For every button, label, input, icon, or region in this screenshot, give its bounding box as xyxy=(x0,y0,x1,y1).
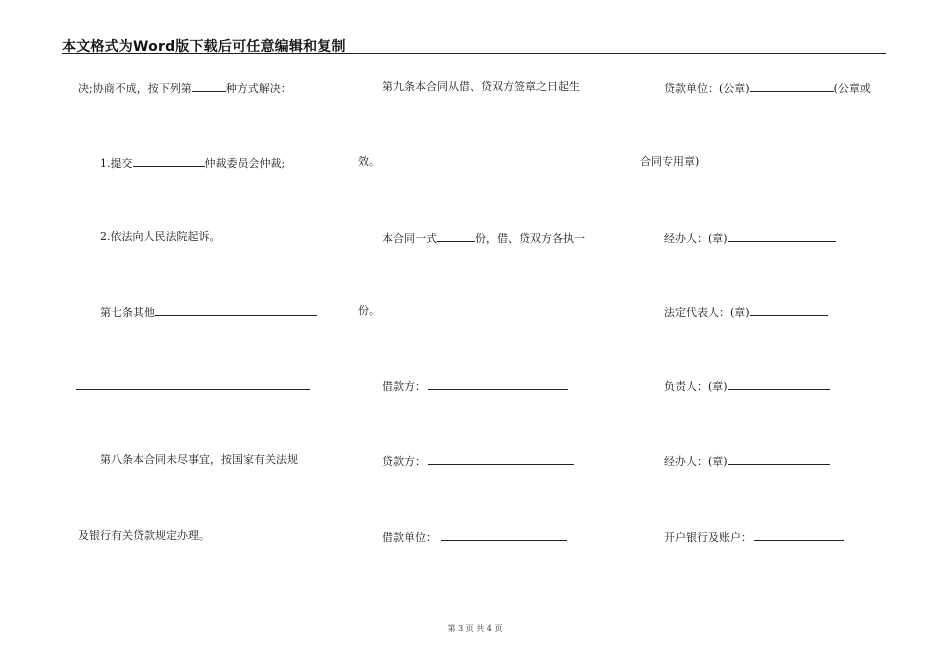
right-line-4-text: 法定代表人：(章) xyxy=(664,306,750,319)
middle-line-7-text: 借款单位： xyxy=(382,531,437,544)
left-line-4-text: 第七条其他 xyxy=(100,306,155,319)
fill-blank xyxy=(750,304,828,316)
left-line-2 xyxy=(100,155,285,171)
left-line-1-text-b: 种方式解决： xyxy=(225,82,292,95)
left-line-3: 2.依法向人民法院起诉。 xyxy=(100,230,221,243)
right-line-6-text: 经办人：(章) xyxy=(664,455,728,468)
fill-blank xyxy=(728,230,836,242)
right-line-7-text: 开户银行及账户： xyxy=(664,531,752,544)
left-line-6: 第八条本合同未尽事宜，按国家有关法规 xyxy=(100,453,298,466)
fill-blank xyxy=(750,80,834,92)
middle-line-5 xyxy=(382,378,568,394)
left-line-2-text-b: 仲裁委员会仲裁; xyxy=(204,157,286,170)
fill-blank xyxy=(428,453,574,465)
right-line-5 xyxy=(664,378,830,394)
fill-blank xyxy=(728,378,830,390)
header-divider xyxy=(62,53,886,54)
page-header-title: 本文格式为Word版下载后可任意编辑和复制 xyxy=(62,39,346,55)
middle-line-1: 第九条本合同从借、贷双方签章之日起生 xyxy=(382,80,580,93)
middle-line-7 xyxy=(382,529,567,545)
left-line-2-text-a: 1.提交 xyxy=(100,157,133,170)
left-line-1-text-a: 决;协商不成，按下列第 xyxy=(78,82,192,95)
middle-line-5-text: 借款方： xyxy=(382,380,426,393)
fill-blank xyxy=(428,378,568,390)
middle-line-3-text-b: 份，借、贷双方各执一 xyxy=(475,232,585,245)
right-line-3-text: 经办人：(章) xyxy=(664,232,728,245)
right-line-6 xyxy=(664,453,830,469)
fill-blank xyxy=(192,80,226,92)
middle-line-4: 份。 xyxy=(358,304,380,317)
right-line-5-text: 负责人：(章) xyxy=(664,380,728,393)
middle-line-6 xyxy=(382,453,574,469)
fill-blank xyxy=(155,304,317,316)
middle-line-6-text: 贷款方： xyxy=(382,455,426,468)
middle-line-3-text-a: 本合同一式 xyxy=(382,232,437,245)
left-line-5 xyxy=(76,378,310,394)
fill-blank xyxy=(133,155,205,167)
right-line-2: 合同专用章) xyxy=(640,155,700,168)
right-line-4 xyxy=(664,304,828,320)
right-line-1-text-b: (公章或 xyxy=(833,82,871,95)
fill-blank xyxy=(728,453,830,465)
right-line-7 xyxy=(664,529,844,545)
left-line-4 xyxy=(100,304,317,320)
fill-blank xyxy=(441,529,567,541)
fill-blank xyxy=(437,230,475,242)
left-line-7: 及银行有关贷款规定办理。 xyxy=(78,529,210,542)
right-line-1-text-a: 贷款单位：(公章) xyxy=(664,82,750,95)
fill-blank xyxy=(754,529,844,541)
fill-blank xyxy=(76,378,310,390)
middle-line-3 xyxy=(382,230,585,246)
page-number: 第 3 页 共 4 页 xyxy=(447,624,503,633)
middle-line-2: 效。 xyxy=(358,155,380,168)
left-line-1 xyxy=(78,80,292,96)
right-line-1 xyxy=(664,80,871,96)
right-line-3 xyxy=(664,230,836,246)
